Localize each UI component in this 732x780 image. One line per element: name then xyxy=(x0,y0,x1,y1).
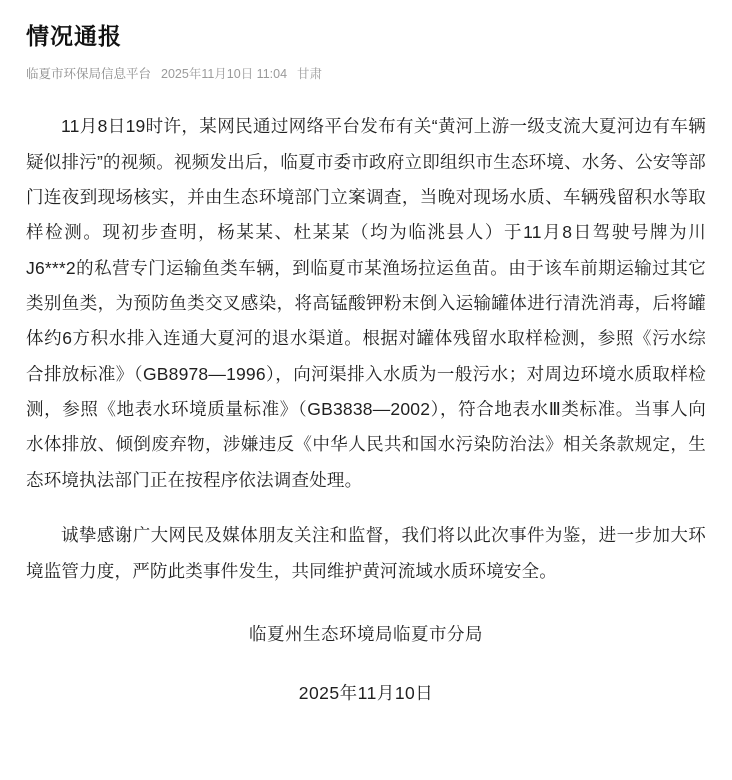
meta-location: 甘肃 xyxy=(297,66,323,81)
article-meta xyxy=(26,66,706,84)
signature-date: 2025年11月10日 xyxy=(298,682,434,703)
signature-block xyxy=(26,617,706,711)
signature-organization: 临夏州生态环境局临夏市分局 xyxy=(249,623,483,644)
meta-source: 临夏市环保局信息平台 xyxy=(26,66,152,81)
meta-datetime: 2025年11月10日 11:04 xyxy=(161,66,288,81)
article-paragraph: 11月8日19时许，某网民通过网络平台发布有关“黄河上游一级支流大夏河边有车辆疑似排污”的视频。视频发出后，临夏市委市政府立即组织市生态环境、水务、公安等部门连夜到现场核实，并由生态环境部门立案调查，当晚对现场水质、车辆残留积水等取样检测。现初步查明，杨某某、杜某某（均为临洮县人）于11月8日驾驶号牌为川J6***2的私营专门运输鱼类车辆，到临夏市某渔场拉运鱼苗。由于该车前期运输过其它类别鱼类，为预防鱼类交叉感染，将高锰酸钾粉末倒入运输罐体进行清洗消毒，后将罐体约6方积水排入连通大夏河的退水渠道。根据对罐体残留水取样检测，参照《污水综合排放标准》（GB8978—1996），向河渠排入水质为一般污水；对周边环境水质取样检测，参照《地表水环境质量标准》（GB3838—2002），符合地表水Ⅲ类标准。当事人向水体排放、倾倒废弃物，涉嫌违反《中华人民共和国水污染防治法》相关条款规定，生态环境执法部门正在按程序依法调查处理。 xyxy=(26,116,706,490)
article-body xyxy=(26,109,706,588)
article-paragraph: 诚挚感谢广大网民及媒体朋友关注和监督，我们将以此次事件为鉴，进一步加大环境监管力度，严防此类事件发生，共同维护黄河流域水质环境安全。 xyxy=(26,525,706,581)
page-title: 情况通报 xyxy=(26,23,122,49)
